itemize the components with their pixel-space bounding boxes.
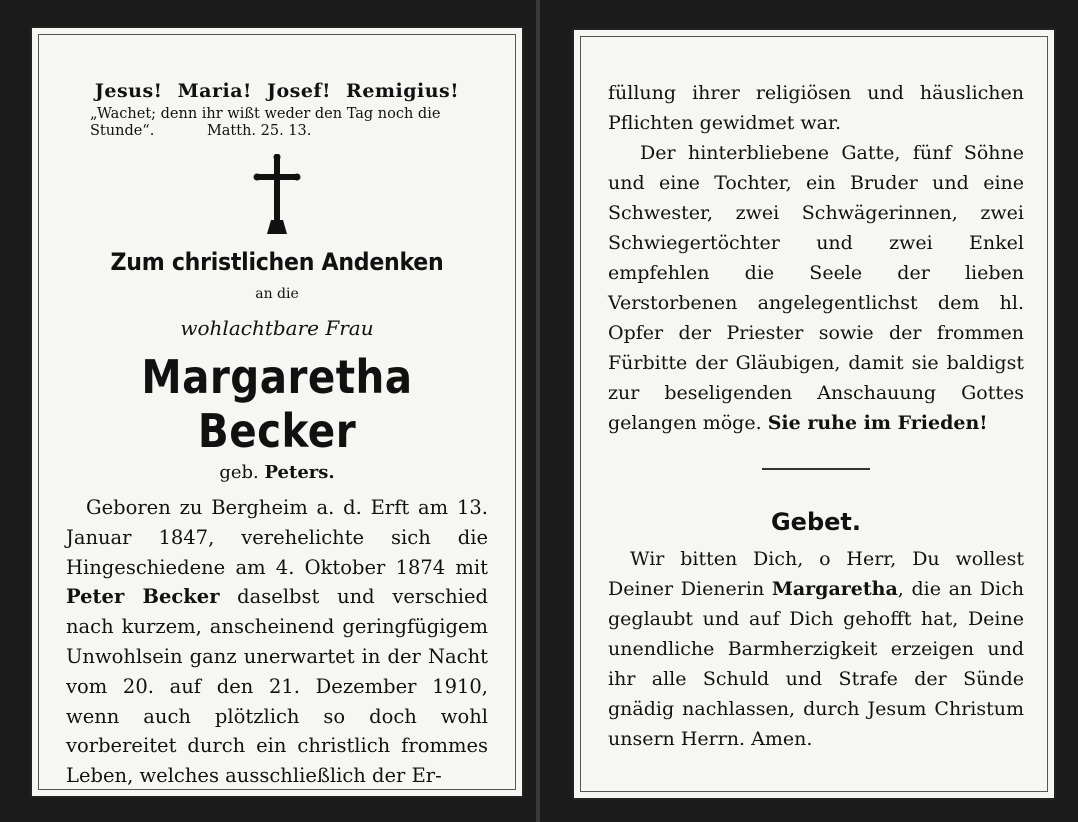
maiden-name: Peters.	[264, 462, 335, 483]
geb-prefix: geb.	[219, 462, 259, 483]
left-page	[0, 0, 538, 822]
biography-continuation: füllung ihrer religiösen und häuslichen Pflichten gewidmet war.	[608, 82, 1024, 134]
right-content	[608, 78, 1024, 754]
memorial-heading: Zum christlichen Andenken	[110, 248, 444, 276]
prayer-part-2: , die an Dich geglaubt und auf Dich gehofft hat, Deine unendliche Barmherzigkeit erzeigen und ihr alle Schuld und Strafe der Sünde gnädig nachlassen, durch Jesum Christum unsern Herrn. Amen.	[608, 578, 1024, 750]
right-page	[540, 0, 1078, 822]
saints-invocation: Jesus! Maria! Josef! Remigius!	[94, 80, 460, 102]
prayer-title: Gebet.	[770, 508, 862, 536]
rest-in-peace: Sie ruhe im Frieden!	[767, 412, 988, 434]
deceased-name: Margaretha Becker	[141, 350, 413, 458]
biography-paragraph	[66, 493, 488, 791]
an-die: an die	[255, 286, 299, 302]
scripture-verse	[74, 106, 480, 140]
husband-name: Peter Becker	[66, 585, 220, 609]
divider-rule	[762, 468, 870, 470]
prayer-paragraph	[608, 544, 1024, 754]
bio-part-1: Geboren zu Bergheim a. d. Erft am 13. Januar 1847, verehelichte sich die Hingeschiedene am 4. Oktober 1874 mit	[66, 496, 488, 579]
maiden-name-line	[74, 462, 480, 483]
left-paper	[30, 26, 524, 798]
cross-icon	[253, 154, 301, 236]
bio-part-2: daselbst und verschied nach kurzem, anscheinend geringfügigem Unwohlsein ganz unerwartet in der Nacht vom 20. auf den 21. Dezember 1910, wenn auch plötzlich so doch wohl vorbereitet durch ein christlich frommes Leben, welches ausschließlich der Er-	[66, 585, 488, 788]
prayer-name: Margaretha	[771, 578, 898, 600]
prayer-part-1: Wir bitten Dich, o Herr, Du wollest Deiner Dienerin	[608, 548, 1024, 600]
honorific: wohlachtbare Frau	[180, 316, 374, 340]
right-paper	[572, 28, 1056, 800]
verse-text: „Wachet; denn ihr wißt weder den Tag noch die Stunde“.	[90, 106, 441, 139]
family-text: Der hinterbliebene Gatte, fünf Söhne und eine Tochter, ein Bruder und eine Schwester, zwei Schwägerinnen, zwei Schwiegertöchter und zwei Enkel empfehlen die Seele der lieben Verstorbenen angelegentlichst dem hl. Opfer der Priester sowie der frommen Fürbitte der Gläubigen, damit sie baldigst zur beseligenden Anschauung Gottes gelangen möge.	[608, 142, 1024, 434]
left-content	[66, 72, 488, 791]
verse-reference: Matth. 25. 13.	[206, 123, 312, 139]
family-paragraph	[608, 138, 1024, 438]
